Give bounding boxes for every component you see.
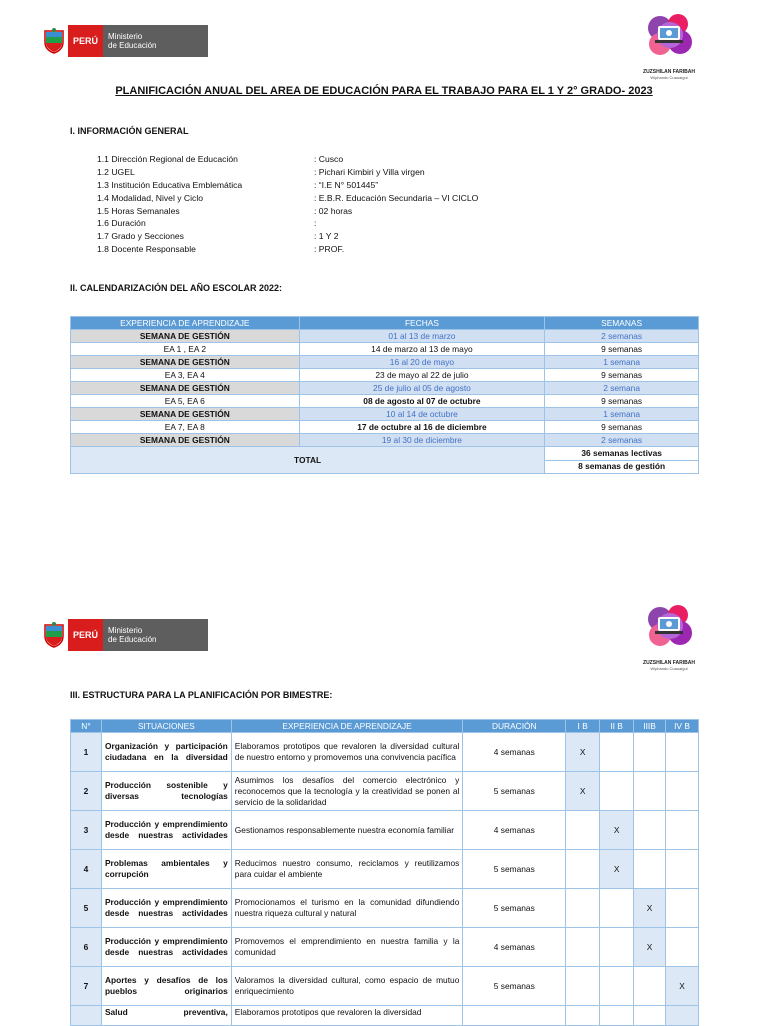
logo-subtext: Wiphandu Cuauaigul <box>650 75 688 80</box>
info-row: 1.6 Duración : <box>97 218 317 229</box>
calendar-table <box>70 316 699 474</box>
peru-label: PERÚ <box>68 25 103 57</box>
peru-shield-icon <box>40 619 68 651</box>
logo-text: ZUZSHILAN FARIBAH <box>643 660 695 666</box>
total-gestion: 8 semanas de gestión <box>545 460 699 474</box>
minedu-header-top <box>40 25 208 57</box>
col-header: EXPERIENCIA DE APRENDIZAJE <box>231 720 463 733</box>
table-row: Salud preventiva, Elaboramos prototipos que revaloren la diversidad <box>71 1006 699 1026</box>
col-header: EXPERIENCIA DE APRENDIZAJE <box>71 317 300 330</box>
table-row: EA 5, EA 6 08 de agosto al 07 de octubre 9 semanas <box>71 395 699 408</box>
logo-subtext: Wiphandu Cuauaigul <box>650 666 688 671</box>
logo-text: ZUZSHILAN FARIBAH <box>643 69 695 75</box>
info-row: 1.8 Docente Responsable : PROF. <box>97 244 345 255</box>
table-row: 2 Producción sostenible y diversas tecnologías Asumimos los desafíos del comercio electrónico y reconocemos que la tecnología y la creatividad se ponen al servicio de la solidaridad 5 semanas X <box>71 772 699 811</box>
total-label: TOTAL <box>71 447 545 474</box>
laptop-logo-icon <box>640 10 698 62</box>
peru-shield-icon <box>40 25 68 57</box>
peru-label: PERÚ <box>68 619 103 651</box>
col-header: II B <box>600 720 634 733</box>
table-row: EA 1 , EA 2 14 de marzo al 13 de mayo 9 semanas <box>71 343 699 356</box>
table-row: 3 Producción y emprendimiento desde nuestras actividades Gestionamos responsablemente nuestra economía familiar 4 semanas X <box>71 811 699 850</box>
col-header: N° <box>71 720 102 733</box>
table-row: SEMANA DE GESTIÓN 10 al 14 de octubre 1 semana <box>71 408 699 421</box>
ministerio-label: Ministerio de Educación <box>103 25 208 57</box>
col-header: IIIB <box>634 720 666 733</box>
table-row: SEMANA DE GESTIÓN 16 al 20 de mayo 1 semana <box>71 356 699 369</box>
ministerio-label: Ministerio de Educación <box>103 619 208 651</box>
total-lectivas: 36 semanas lectivas <box>545 447 699 461</box>
table-row: 4 Problemas ambientales y corrupción Reducimos nuestro consumo, reciclamos y reutilizamos para cuidar el ambiente 5 semanas X <box>71 850 699 889</box>
col-header: IV B <box>666 720 699 733</box>
table-row: 1 Organización y participación ciudadana en la diversidad Elaboramos prototipos que revaloren la diversidad cultural de nuestro entorno y promovemos una convivencia pacífica 4 semanas X <box>71 733 699 772</box>
minedu-header-second <box>40 619 208 651</box>
col-header: FECHAS <box>299 317 545 330</box>
info-row: 1.4 Modalidad, Nivel y Ciclo : E.B.R. Educación Secundaria – VI CICLO <box>97 192 479 203</box>
total-row <box>71 447 699 461</box>
school-logo-second <box>640 601 698 671</box>
section-3-heading: III. ESTRUCTURA PARA LA PLANIFICACIÓN POR BIMESTRE: <box>70 690 333 700</box>
page-title: PLANIFICACIÓN ANUAL DEL AREA DE EDUCACIÓN PARA EL TRABAJO PARA EL 1 Y 2° GRADO- 2023 <box>115 85 653 97</box>
section-2-heading: II. CALENDARIZACIÓN DEL AÑO ESCOLAR 2022: <box>70 283 283 293</box>
info-row: 1.5 Horas Semanales : 02 horas <box>97 205 353 216</box>
col-header: SEMANAS <box>545 317 699 330</box>
table-row: EA 3, EA 4 23 de mayo al 22 de julio 9 semanas <box>71 369 699 382</box>
info-row: 1.3 Institución Educativa Emblemática : “I.E N° 501445” <box>97 179 379 190</box>
structure-table <box>70 719 699 1026</box>
info-row: 1.1 Dirección Regional de Educación : Cusco <box>97 154 344 164</box>
table-row: SEMANA DE GESTIÓN 01 al 13 de marzo 2 semanas <box>71 330 699 343</box>
table-row: 6 Producción y emprendimiento desde nuestras actividades Promovemos el emprendimiento en nuestra familia y la comunidad 4 semanas X <box>71 928 699 967</box>
info-row: 1.7 Grado y Secciones : 1 Y 2 <box>97 231 339 242</box>
table-row: EA 7, EA 8 17 de octubre al 16 de diciembre 9 semanas <box>71 421 699 434</box>
info-row: 1.2 UGEL : Pichari Kimbiri y Villa virgen <box>97 166 425 177</box>
col-header: DURACIÓN <box>463 720 566 733</box>
school-logo-top <box>640 10 698 80</box>
laptop-logo-icon <box>640 601 698 653</box>
structure-header-row <box>71 720 699 733</box>
calendar-header-row <box>71 317 699 330</box>
col-header: I B <box>566 720 600 733</box>
general-info-list <box>97 153 478 256</box>
col-header: SITUACIONES <box>101 720 231 733</box>
section-1-heading: I. INFORMACIÓN GENERAL <box>70 126 189 136</box>
table-row: 7 Aportes y desafíos de los pueblos originarios Valoramos la diversidad cultural, como espacio de mutuo enriquecimiento 5 semanas X <box>71 967 699 1006</box>
table-row: SEMANA DE GESTIÓN 25 de julio al 05 de agosto 2 semana <box>71 382 699 395</box>
table-row: 5 Producción y emprendimiento desde nuestras actividades Promocionamos el turismo en la comunidad difundiendo nuestra riqueza cultural y natural 5 semanas X <box>71 889 699 928</box>
table-row: SEMANA DE GESTIÓN 19 al 30 de diciembre 2 semanas <box>71 434 699 447</box>
